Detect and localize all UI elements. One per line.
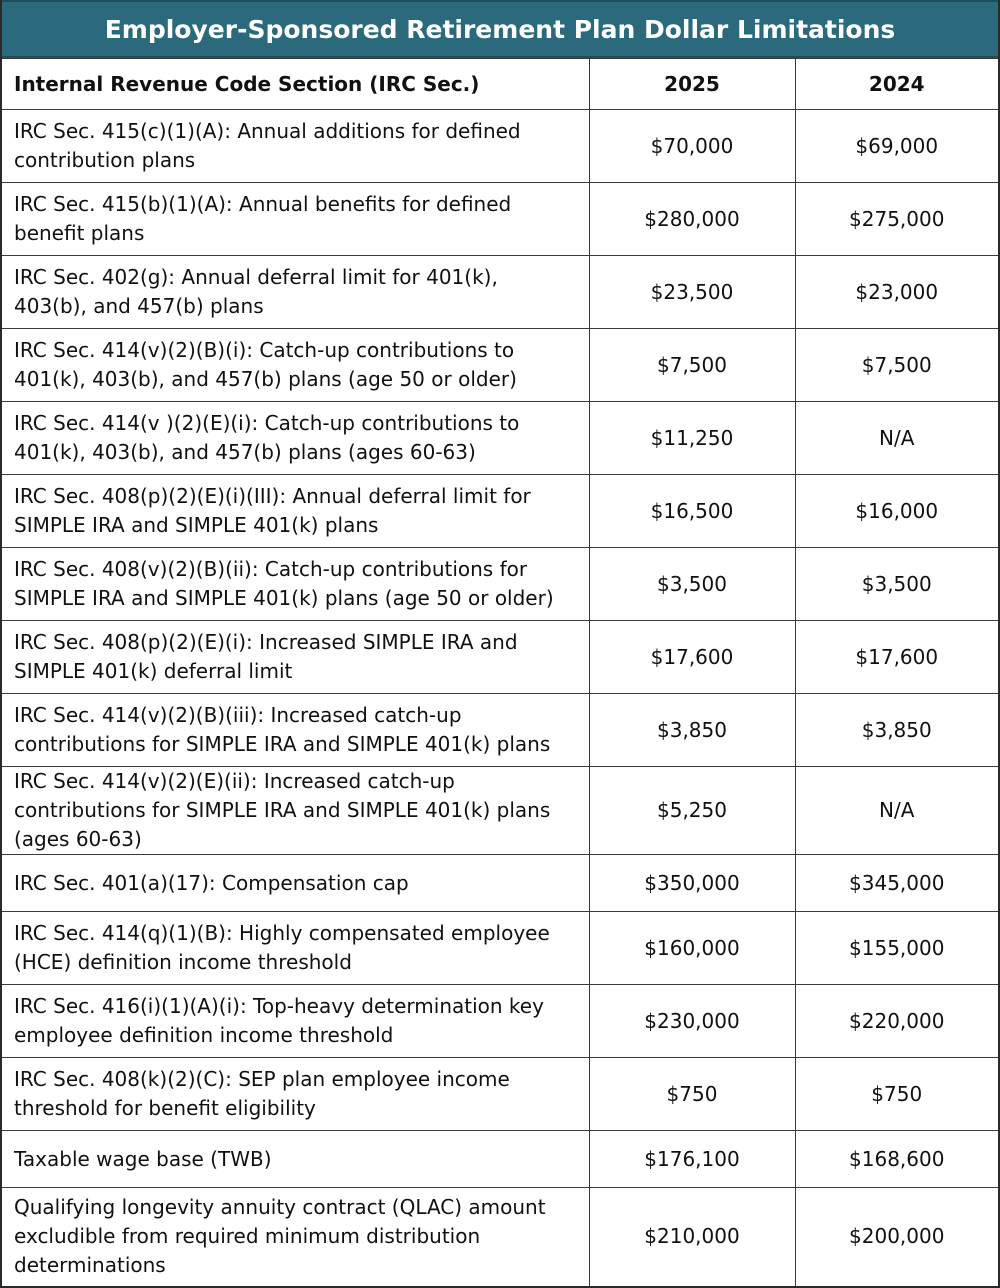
- row-label: IRC Sec. 414(v)(2)(B)(iii): Increased catch-up contributions for SIMPLE IRA and SIMPLE 401(k) plans: [2, 694, 589, 767]
- row-label: IRC Sec. 408(k)(2)(C): SEP plan employee income threshold for benefit eligibility: [2, 1058, 589, 1131]
- row-label: Qualifying longevity annuity contract (QLAC) amount excludible from required minimum distribution determinations: [2, 1188, 589, 1287]
- table-row: [2, 110, 998, 183]
- value-2024: N/A: [795, 402, 998, 475]
- value-2024: $17,600: [795, 621, 998, 694]
- value-2025: $3,500: [589, 548, 795, 621]
- value-2024: $69,000: [795, 110, 998, 183]
- table-row: [2, 621, 998, 694]
- value-2024: $16,000: [795, 475, 998, 548]
- table-row: [2, 329, 998, 402]
- table-row: [2, 402, 998, 475]
- header-2025: 2025: [589, 59, 795, 110]
- value-2025: $7,500: [589, 329, 795, 402]
- value-2025: $280,000: [589, 183, 795, 256]
- value-2024: $23,000: [795, 256, 998, 329]
- row-label: IRC Sec. 401(a)(17): Compensation cap: [2, 855, 589, 912]
- row-label: IRC Sec. 416(i)(1)(A)(i): Top-heavy determination key employee definition income threshold: [2, 985, 589, 1058]
- value-2025: $11,250: [589, 402, 795, 475]
- header-irc-section: Internal Revenue Code Section (IRC Sec.): [2, 59, 589, 110]
- table-row: [2, 256, 998, 329]
- value-2024: $3,850: [795, 694, 998, 767]
- value-2024: $345,000: [795, 855, 998, 912]
- table-row: [2, 855, 998, 912]
- value-2025: $23,500: [589, 256, 795, 329]
- row-label: IRC Sec. 414(v )(2)(E)(i): Catch-up contributions to 401(k), 403(b), and 457(b) plans (ages 60-63): [2, 402, 589, 475]
- table-row: [2, 694, 998, 767]
- value-2024: $220,000: [795, 985, 998, 1058]
- row-label: IRC Sec. 408(p)(2)(E)(i): Increased SIMPLE IRA and SIMPLE 401(k) deferral limit: [2, 621, 589, 694]
- value-2025: $70,000: [589, 110, 795, 183]
- row-label: IRC Sec. 402(g): Annual deferral limit for 401(k), 403(b), and 457(b) plans: [2, 256, 589, 329]
- table-row: [2, 183, 998, 256]
- table-row: [2, 912, 998, 985]
- table-row: [2, 548, 998, 621]
- row-label: IRC Sec. 414(v)(2)(E)(ii): Increased catch-up contributions for SIMPLE IRA and SIMPLE 401(k) plans (ages 60-63): [2, 767, 589, 855]
- table-row: [2, 1131, 998, 1188]
- value-2025: $750: [589, 1058, 795, 1131]
- value-2024: $275,000: [795, 183, 998, 256]
- value-2024: N/A: [795, 767, 998, 855]
- header-2024: 2024: [795, 59, 998, 110]
- row-label: IRC Sec. 415(c)(1)(A): Annual additions for defined contribution plans: [2, 110, 589, 183]
- table-row: [2, 475, 998, 548]
- table-title: Employer-Sponsored Retirement Plan Dollar Limitations: [2, 0, 998, 58]
- value-2025: $160,000: [589, 912, 795, 985]
- table-row: [2, 1188, 998, 1287]
- row-label: IRC Sec. 415(b)(1)(A): Annual benefits for defined benefit plans: [2, 183, 589, 256]
- value-2025: $230,000: [589, 985, 795, 1058]
- limits-table: [2, 58, 998, 1288]
- value-2025: $17,600: [589, 621, 795, 694]
- row-label: Taxable wage base (TWB): [2, 1131, 589, 1188]
- value-2025: $176,100: [589, 1131, 795, 1188]
- row-label: IRC Sec. 414(v)(2)(B)(i): Catch-up contributions to 401(k), 403(b), and 457(b) plans (age 50 or older): [2, 329, 589, 402]
- row-label: IRC Sec. 408(p)(2)(E)(i)(III): Annual deferral limit for SIMPLE IRA and SIMPLE 401(k) plans: [2, 475, 589, 548]
- table-row: [2, 985, 998, 1058]
- value-2024: $750: [795, 1058, 998, 1131]
- value-2025: $16,500: [589, 475, 795, 548]
- value-2024: $168,600: [795, 1131, 998, 1188]
- value-2025: $210,000: [589, 1188, 795, 1287]
- value-2025: $5,250: [589, 767, 795, 855]
- table-row: [2, 1058, 998, 1131]
- row-label: IRC Sec. 408(v)(2)(B)(ii): Catch-up contributions for SIMPLE IRA and SIMPLE 401(k) plans (age 50 or older): [2, 548, 589, 621]
- header-row: [2, 59, 998, 110]
- value-2024: $155,000: [795, 912, 998, 985]
- value-2025: $350,000: [589, 855, 795, 912]
- value-2024: $7,500: [795, 329, 998, 402]
- table-row: [2, 767, 998, 855]
- value-2024: $3,500: [795, 548, 998, 621]
- value-2024: $200,000: [795, 1188, 998, 1287]
- row-label: IRC Sec. 414(q)(1)(B): Highly compensated employee (HCE) definition income threshold: [2, 912, 589, 985]
- value-2025: $3,850: [589, 694, 795, 767]
